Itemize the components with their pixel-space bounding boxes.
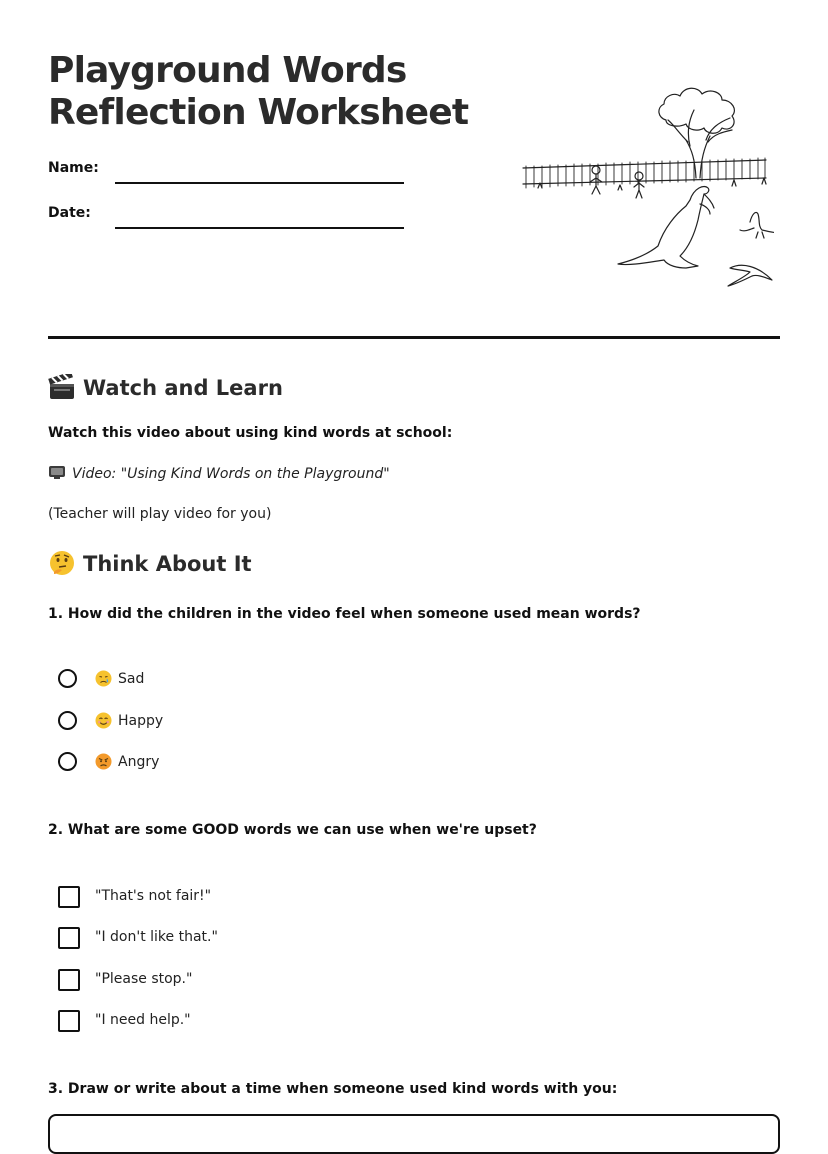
checkbox-i-dont-like-that[interactable] [58, 927, 80, 949]
drawing-area[interactable] [48, 1114, 780, 1154]
name-field[interactable] [115, 182, 404, 184]
checkbox-thats-not-fair[interactable] [58, 886, 80, 908]
radio-sad[interactable] [58, 669, 77, 688]
date-field-row [48, 205, 408, 235]
watch-instruction: Watch this video about using kind words at school: [48, 425, 453, 441]
question-1: 1. How did the children in the video feel when someone used mean words? [48, 606, 641, 622]
smiling-face-icon [95, 712, 112, 729]
option-please-stop-label: "Please stop." [95, 971, 193, 987]
think-section-heading [48, 550, 252, 576]
checkbox-please-stop[interactable] [58, 969, 80, 991]
playground-kangaroo-illustration [518, 80, 774, 295]
clapper-board-icon [48, 374, 76, 400]
question-2: 2. What are some GOOD words we can use when we're upset? [48, 822, 537, 838]
option-thats-not-fair-label: "That's not fair!" [95, 888, 212, 904]
date-field[interactable] [115, 227, 404, 229]
video-title: Video: "Using Kind Words on the Playground" [72, 466, 390, 482]
watch-heading-text: Watch and Learn [83, 376, 283, 400]
question-3: 3. Draw or write about a time when someone used kind words with you: [48, 1081, 618, 1097]
radio-angry[interactable] [58, 752, 77, 771]
tv-icon [48, 465, 66, 480]
title-line-2: Reflection Worksheet [48, 92, 469, 133]
checkbox-i-need-help[interactable] [58, 1010, 80, 1032]
option-i-dont-like-that-label: "I don't like that." [95, 929, 218, 945]
section-divider [48, 336, 780, 339]
option-angry-label: Angry [118, 754, 160, 770]
option-happy-label: Happy [118, 713, 164, 729]
radio-happy[interactable] [58, 711, 77, 730]
date-label: Date: [48, 205, 91, 221]
option-i-need-help-label: "I need help." [95, 1012, 191, 1028]
watch-section-heading [48, 374, 283, 400]
name-field-row [48, 160, 408, 190]
thinking-face-icon [48, 550, 76, 576]
video-title-line [48, 465, 390, 482]
name-label: Name: [48, 160, 99, 176]
think-heading-text: Think About It [83, 552, 252, 576]
teacher-note: (Teacher will play video for you) [48, 506, 272, 522]
title-line-1: Playground Words [48, 50, 407, 91]
page-title [48, 50, 508, 134]
option-sad-label: Sad [118, 671, 145, 687]
crying-face-icon [95, 670, 112, 687]
angry-face-icon [95, 753, 112, 770]
